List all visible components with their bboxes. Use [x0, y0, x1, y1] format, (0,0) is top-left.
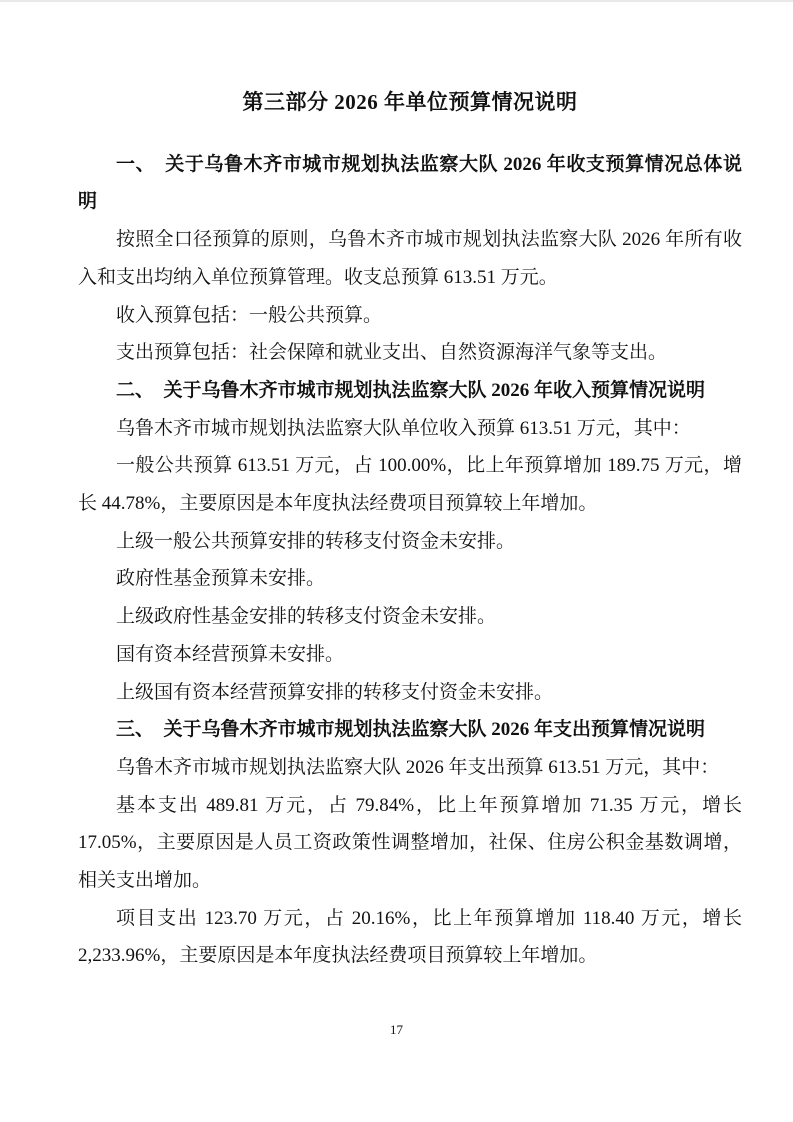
paragraph: 国有资本经营预算未安排。 [116, 643, 345, 665]
paragraph: 政府性基金预算未安排。 [116, 568, 326, 590]
paragraph: 收入预算包括：一般公共预算。 [116, 304, 383, 326]
paragraph: 基本支出 489.81 万元，占 79.84%，比上年预算增加 71.35 万元，增长 17.05%，主要原因是人员工资政策性调整增加，社保、住房公积金基数调增，相关支出增加。 [78, 794, 742, 892]
paragraph: 上级一般公共预算安排的转移支付资金未安排。 [116, 530, 516, 552]
section-1-heading: 一、 关于乌鲁木齐市城市规划执法监察大队 2026 年收支预算情况总体说明 [78, 153, 742, 213]
paragraph: 乌鲁木齐市城市规划执法监察大队 2026 年支出预算 613.51 万元，其中： [116, 756, 720, 778]
section-income-budget [78, 372, 742, 711]
paragraph: 项目支出 123.70 万元，占 20.16%，比上年预算增加 118.40 万元，增长 2,233.96%，主要原因是本年度执法经费项目预算较上年增加。 [78, 907, 742, 967]
page-number: 17 [390, 1022, 403, 1037]
section-2-heading: 二、 关于乌鲁木齐市城市规划执法监察大队 2026 年收入预算情况说明 [116, 379, 706, 401]
section-overall-budget [78, 146, 742, 372]
paragraph: 上级国有资本经营预算安排的转移支付资金未安排。 [116, 681, 554, 703]
document-title: 第三部分 2026 年单位预算情况说明 [242, 90, 578, 114]
paragraph: 支出预算包括：社会保障和就业支出、自然资源海洋气象等支出。 [116, 342, 668, 364]
section-expenditure-budget [78, 711, 742, 975]
paragraph: 乌鲁木齐市城市规划执法监察大队单位收入预算 613.51 万元，其中： [116, 417, 691, 439]
section-3-heading: 三、 关于乌鲁木齐市城市规划执法监察大队 2026 年支出预算情况说明 [116, 719, 706, 741]
paragraph: 上级政府性基金安排的转移支付资金未安排。 [116, 606, 497, 628]
paragraph: 按照全口径预算的原则，乌鲁木齐市城市规划执法监察大队 2026 年所有收入和支出均纳入单位预算管理。收支总预算 613.51 万元。 [78, 229, 742, 288]
paragraph: 一般公共预算 613.51 万元，占 100.00%，比上年预算增加 189.75 万元，增长 44.78%，主要原因是本年度执法经费项目预算较上年增加。 [78, 455, 742, 515]
